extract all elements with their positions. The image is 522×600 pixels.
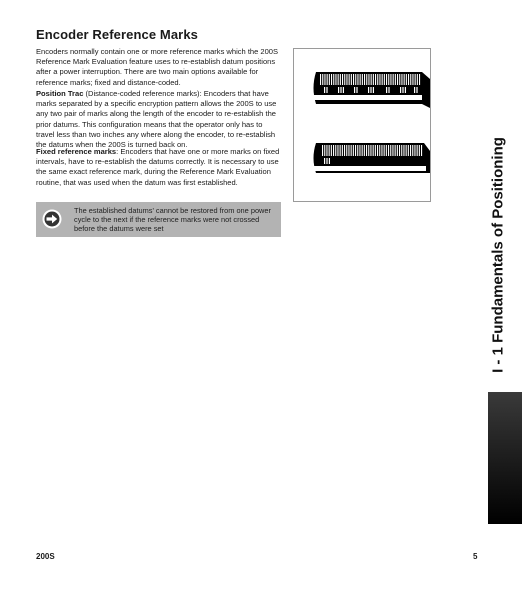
scale-graduation (351, 145, 352, 156)
scale-graduation (362, 74, 363, 85)
scale-graduation (349, 74, 350, 85)
reference-mark (326, 158, 327, 164)
intro-text: Encoders normally contain one or more reference marks which the 200S Reference Mark Evaluation feature uses to re-establish datum positions after a power interruption. There are two main options available for reference marks; fixed and distance-coded. (36, 47, 279, 87)
scale-graduation (362, 145, 363, 156)
scale-graduation (419, 145, 420, 156)
scale-graduation (340, 145, 341, 156)
intro-paragraph (36, 47, 282, 88)
note-text: The established datums' cannot be restored from one power cycle to the next if the reference marks were not crossed before the datums were set (74, 206, 271, 234)
distance-coded-scale-image (294, 68, 430, 108)
reference-mark (329, 158, 330, 164)
reference-mark (343, 87, 344, 93)
reference-mark (354, 87, 355, 93)
scale-graduation (395, 145, 396, 156)
scale-graduation (326, 145, 327, 156)
scale-graduation (360, 74, 361, 85)
scale-graduation (388, 145, 389, 156)
scale-graduation (408, 145, 409, 156)
scale-graduation (414, 145, 415, 156)
scale-graduation (415, 74, 416, 85)
reference-mark (402, 87, 403, 93)
scale-graduation (370, 145, 371, 156)
fixed-marks-term: Fixed reference marks (36, 147, 117, 156)
reference-mark (326, 87, 327, 93)
scale-graduation (417, 145, 418, 156)
fixed-mark-scale-image (294, 139, 430, 179)
scale-graduation (355, 145, 356, 156)
encoder-figure (293, 48, 431, 202)
arrow-right-icon (42, 209, 62, 229)
scale-graduation (421, 145, 422, 156)
scale-graduation (333, 74, 334, 85)
reference-mark (400, 87, 401, 93)
scale-graduation (346, 145, 347, 156)
scale-graduation (364, 74, 365, 85)
scale-graduation (366, 145, 367, 156)
scale-graduation (333, 145, 334, 156)
scale-graduation (410, 145, 411, 156)
scale-graduation (329, 74, 330, 85)
scale-graduation (346, 74, 347, 85)
scale-graduation (388, 74, 389, 85)
scale-graduation (381, 145, 382, 156)
scale-graduation (331, 74, 332, 85)
reference-mark (388, 87, 389, 93)
reference-mark (414, 87, 415, 93)
scale-graduation (377, 145, 378, 156)
scale-graduation (412, 145, 413, 156)
fixed-marks-paragraph (36, 147, 282, 188)
scale-graduation (375, 145, 376, 156)
page-number: 5 (473, 552, 478, 561)
fixed-marks-text: : Encoders that have one or more marks on fixed intervals, have to re-establish the datums correctly. It is necessary to use the same exact reference mark, during the Reference Mark Evaluation routine, that was used when the datum was first established. (36, 147, 280, 187)
scale-graduation (397, 145, 398, 156)
scale-graduation (373, 145, 374, 156)
scale-graduation (419, 74, 420, 85)
scale-graduation (337, 145, 338, 156)
scale-graduation (342, 145, 343, 156)
scale-graduation (368, 74, 369, 85)
reference-mark (405, 87, 406, 93)
reference-mark (416, 87, 417, 93)
reference-mark (338, 87, 339, 93)
reference-mark (324, 158, 325, 164)
scale-graduation (324, 74, 325, 85)
scale-graduation (395, 74, 396, 85)
scale-graduation (371, 74, 372, 85)
scale-graduation (408, 74, 409, 85)
position-trac-paragraph (36, 89, 282, 150)
scale-graduation (355, 74, 356, 85)
note-box (36, 202, 281, 237)
reference-mark (356, 87, 357, 93)
scale-graduation (335, 74, 336, 85)
scale-graduation (379, 74, 380, 85)
scale-graduation (393, 74, 394, 85)
scale-graduation (335, 145, 336, 156)
scale-graduation (384, 145, 385, 156)
scale-graduation (390, 74, 391, 85)
chapter-tab-marker (488, 392, 522, 524)
reference-mark (324, 87, 325, 93)
footer-product-name: 200S (36, 552, 55, 561)
scale-graduation (412, 74, 413, 85)
scale-graduation (384, 74, 385, 85)
reference-mark (368, 87, 369, 93)
scale-graduation (410, 74, 411, 85)
scale-graduation (322, 74, 323, 85)
scale-graduation (392, 145, 393, 156)
position-trac-term: Position Trac (36, 89, 84, 98)
scale-graduation (386, 74, 387, 85)
reference-mark (373, 87, 374, 93)
scale-graduation (375, 74, 376, 85)
reference-mark (386, 87, 387, 93)
scale-graduation (403, 145, 404, 156)
scale-graduation (406, 74, 407, 85)
scale-graduation (357, 145, 358, 156)
scale-graduation (401, 74, 402, 85)
scale-graduation (340, 74, 341, 85)
scale-graduation (406, 145, 407, 156)
scale-graduation (338, 74, 339, 85)
scale-graduation (357, 74, 358, 85)
chapter-side-title: I - 1 Fundamentals of Positioning (489, 137, 507, 373)
scale-graduation (344, 74, 345, 85)
scale-graduation (366, 74, 367, 85)
scale-graduation (353, 74, 354, 85)
scale-graduation (379, 145, 380, 156)
scale-graduation (386, 145, 387, 156)
scale-graduation (377, 74, 378, 85)
scale-graduation (353, 145, 354, 156)
scale-graduation (373, 74, 374, 85)
scale-graduation (399, 74, 400, 85)
reference-mark (370, 87, 371, 93)
scale-graduation (368, 145, 369, 156)
scale-graduation (359, 145, 360, 156)
scale-graduation (344, 145, 345, 156)
scale-graduation (399, 145, 400, 156)
scale-graduation (348, 145, 349, 156)
scale-graduation (351, 74, 352, 85)
position-trac-text: (Distance-coded reference marks): Encoders that have marks separated by a specific encryption pattern allows the 200S to use any two pair of marks along the length of the encoder to re-establish the prior datums. This configuration means that the operator only has to travel less than two inches any where along the encoder, to re-establish the datums when the 200S is turned back on. (36, 89, 277, 150)
scale-graduation (397, 74, 398, 85)
scale-graduation (320, 74, 321, 85)
scale-graduation (390, 145, 391, 156)
scale-graduation (404, 74, 405, 85)
scale-graduation (364, 145, 365, 156)
scale-graduation (417, 74, 418, 85)
scale-graduation (331, 145, 332, 156)
scale-graduation (342, 74, 343, 85)
scale-graduation (322, 145, 323, 156)
scale-graduation (329, 145, 330, 156)
page-title: Encoder Reference Marks (36, 27, 198, 42)
scale-graduation (327, 74, 328, 85)
scale-graduation (401, 145, 402, 156)
scale-graduation (382, 74, 383, 85)
reference-mark (340, 87, 341, 93)
scale-graduation (324, 145, 325, 156)
